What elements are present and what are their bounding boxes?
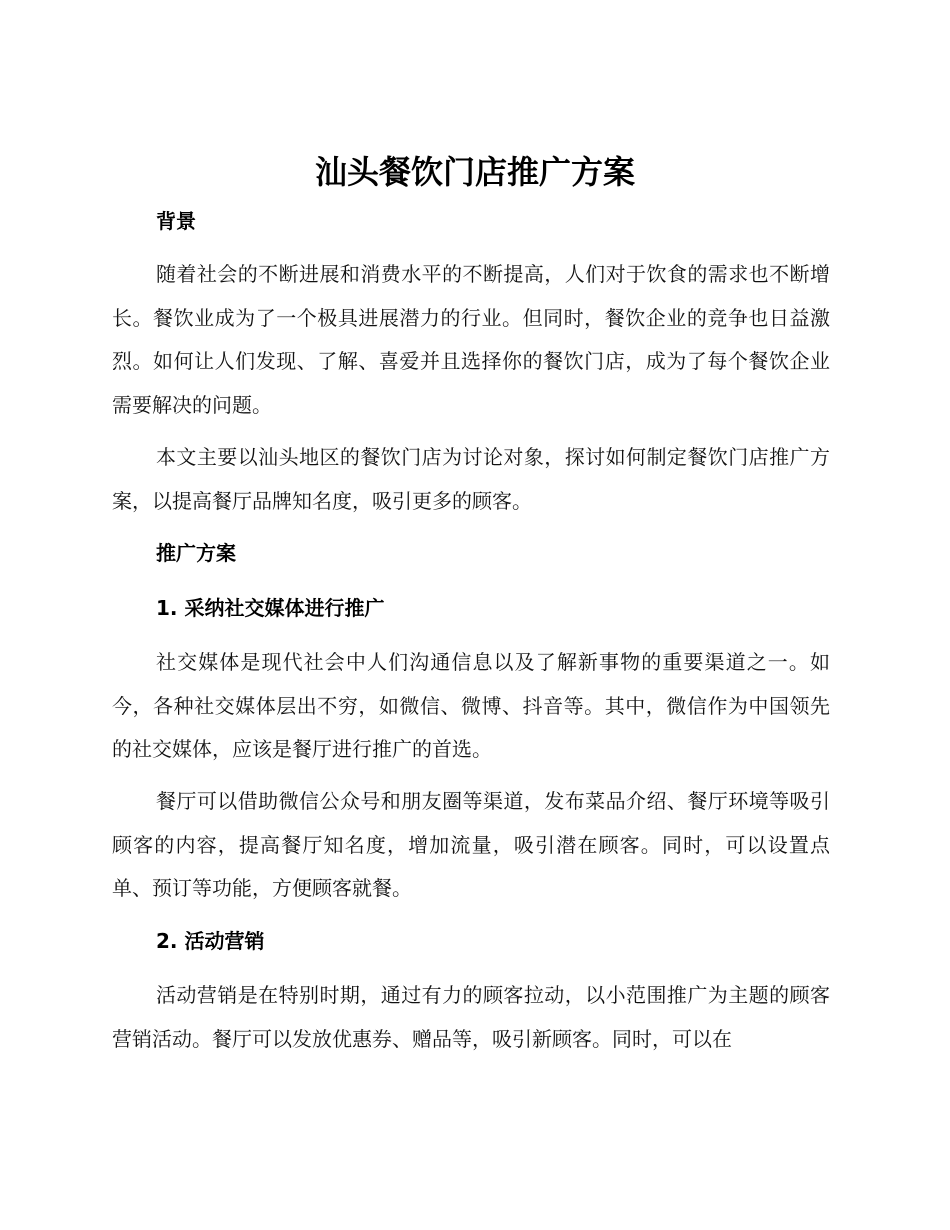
document-title: 汕头餐饮门店推广方案 — [314, 153, 635, 191]
subsection-heading-social-media: 1. 采纳社交媒体进行推广 — [156, 596, 385, 620]
paragraph-social-media-2: 餐厅可以借助微信公众号和朋友圈等渠道，发布菜品介绍、餐厅环境等吸引顾客的内容，提高餐厅知名度，增加流量，吸引潜在顾客。同时，可以设置点单、预订等功能，方便顾客就餐。 — [112, 789, 830, 900]
paragraph-background-1: 随着社会的不断进展和消费水平的不断提高，人们对于饮食的需求也不断增长。餐饮业成为了一个极具进展潜力的行业。但同时，餐饮企业的竞争也日益激烈。如何让人们发现、了解、喜爱并且选择你的餐饮门店，成为了每个餐饮企业需要解决的问题。 — [112, 262, 830, 417]
paragraph-event-marketing-1: 活动营销是在特别时期，通过有力的顾客拉动，以小范围推广为主题的顾客营销活动。餐厅可以发放优惠券、赠品等，吸引新顾客。同时，可以在 — [112, 983, 830, 1051]
paragraph-social-media-1: 社交媒体是现代社会中人们沟通信息以及了解新事物的重要渠道之一。如今，各种社交媒体层出不穷，如微信、微博、抖音等。其中，微信作为中国领先的社交媒体，应该是餐厅进行推广的首选。 — [112, 650, 830, 761]
subsection-heading-event-marketing: 2. 活动营销 — [156, 929, 265, 953]
section-heading-promotion-plan: 推广方案 — [156, 541, 236, 565]
section-heading-background: 背景 — [156, 209, 196, 233]
paragraph-background-2: 本文主要以汕头地区的餐饮门店为讨论对象，探讨如何制定餐饮门店推广方案，以提高餐厅品牌知名度，吸引更多的顾客。 — [112, 445, 830, 513]
